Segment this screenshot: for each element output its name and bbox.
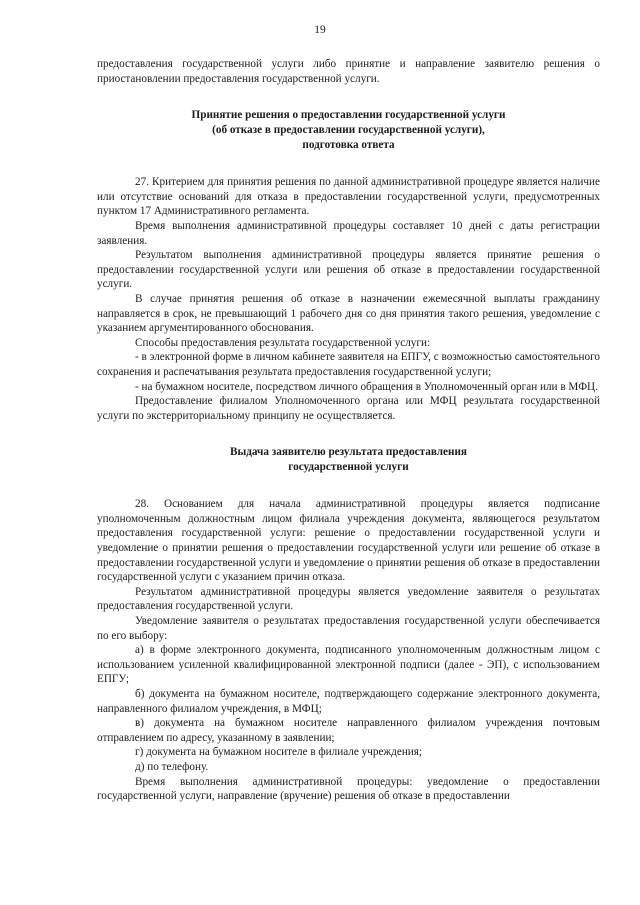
paragraph: В случае принятия решения об отказе в назначении ежемесячной выплаты гражданину направляется в срок, не превышающий 1 рабочего дня со дня принятия такого решения, уведомление с указанием аргументированного обоснования.	[97, 292, 600, 335]
paragraph: Предоставление филиалом Уполномоченного органа или МФЦ результата государственной услуги по экстерриториальному принципу не осуществляется.	[97, 395, 600, 422]
page-number: 19	[314, 24, 326, 36]
paragraph: Способы предоставления результата государственной услуги:	[135, 336, 431, 349]
paragraph: а) в форме электронного документа, подписанного уполномоченным должностным лицом с использованием усиленной квалифицированной электронной подписи (далее - ЭП), с использованием ЕПГУ;	[97, 644, 600, 686]
paragraph: Время выполнения административной процедуры составляет 10 дней с даты регистрации заявления.	[97, 219, 600, 247]
paragraph: Время выполнения административной процедуры: уведомление о предоставлении государственной услуги, направление (вручение) решения об отказе в предоставлении	[97, 775, 600, 803]
paragraph: Уведомление заявителя о результатах предоставления государственной услуги обеспечивается по его выбору:	[97, 615, 600, 642]
section-body-decision	[97, 175, 600, 423]
paragraph: в) документа на бумажном носителе направленного филиалом учреждения почтовым отправлением по адресу, указанному в заявлении;	[97, 717, 600, 744]
paragraph: 27. Критерием для принятия решения по данной административной процедуре является наличие или отсутствие оснований для отказа в предоставлении государственной услуги, предусмотренных пунктом 17 Административного регламента.	[97, 176, 600, 218]
section-body-issuance	[97, 497, 600, 803]
paragraph: г) документа на бумажном носителе в филиале учреждения;	[135, 746, 423, 759]
paragraph: д) по телефону.	[135, 760, 209, 773]
section-heading-decision	[97, 108, 600, 153]
section-heading-issuance	[97, 445, 600, 475]
paragraph: Результатом административной процедуры является уведомление заявителя о результатах предоставления государственной услуги.	[97, 585, 600, 613]
intro-paragraph: предоставления государственной услуги либо принятие и направление заявителю решения о приостановлении предоставления государственной услуги.	[97, 58, 600, 85]
heading-line: (об отказе в предоставлении государственной услуги),	[212, 124, 485, 137]
paragraph: 28. Основанием для начала административной процедуры является подписание уполномоченным должностным лицом филиала учреждения документа, являющегося результатом предоставления государственной услуги: решение о предоставлении государственной услуги и уведомление о принятии решения о предоставлении государственной услуги или решение об отказе в предоставлении государственной услуги и уведомление о принятии решения об отказе в предоставлении государственной услуги с указанием причин отказа.	[97, 498, 600, 584]
heading-line: государственной услуги	[288, 461, 409, 474]
page-content	[97, 57, 600, 804]
heading-line: подготовка ответа	[302, 139, 395, 152]
paragraph: Результатом выполнения административной процедуры является принятие решения о предоставлении государственной услуги или решения об отказе в предоставлении государственной услуги.	[97, 249, 600, 291]
paragraph: - в электронной форме в личном кабинете заявителя на ЕПГУ, с возможностью самостоятельного сохранения и распечатывания результата предоставления государственной услуги;	[97, 351, 600, 378]
paragraph: - на бумажном носителе, посредством личного обращения в Уполномоченный орган или в МФЦ.	[135, 380, 598, 393]
paragraph: б) документа на бумажном носителе, подтверждающего содержание электронного документа, направленного филиалом учреждения, в МФЦ;	[97, 688, 600, 715]
heading-line: Принятие решения о предоставлении государственной услуги	[191, 109, 506, 122]
heading-line: Выдача заявителю результата предоставления	[230, 446, 467, 459]
